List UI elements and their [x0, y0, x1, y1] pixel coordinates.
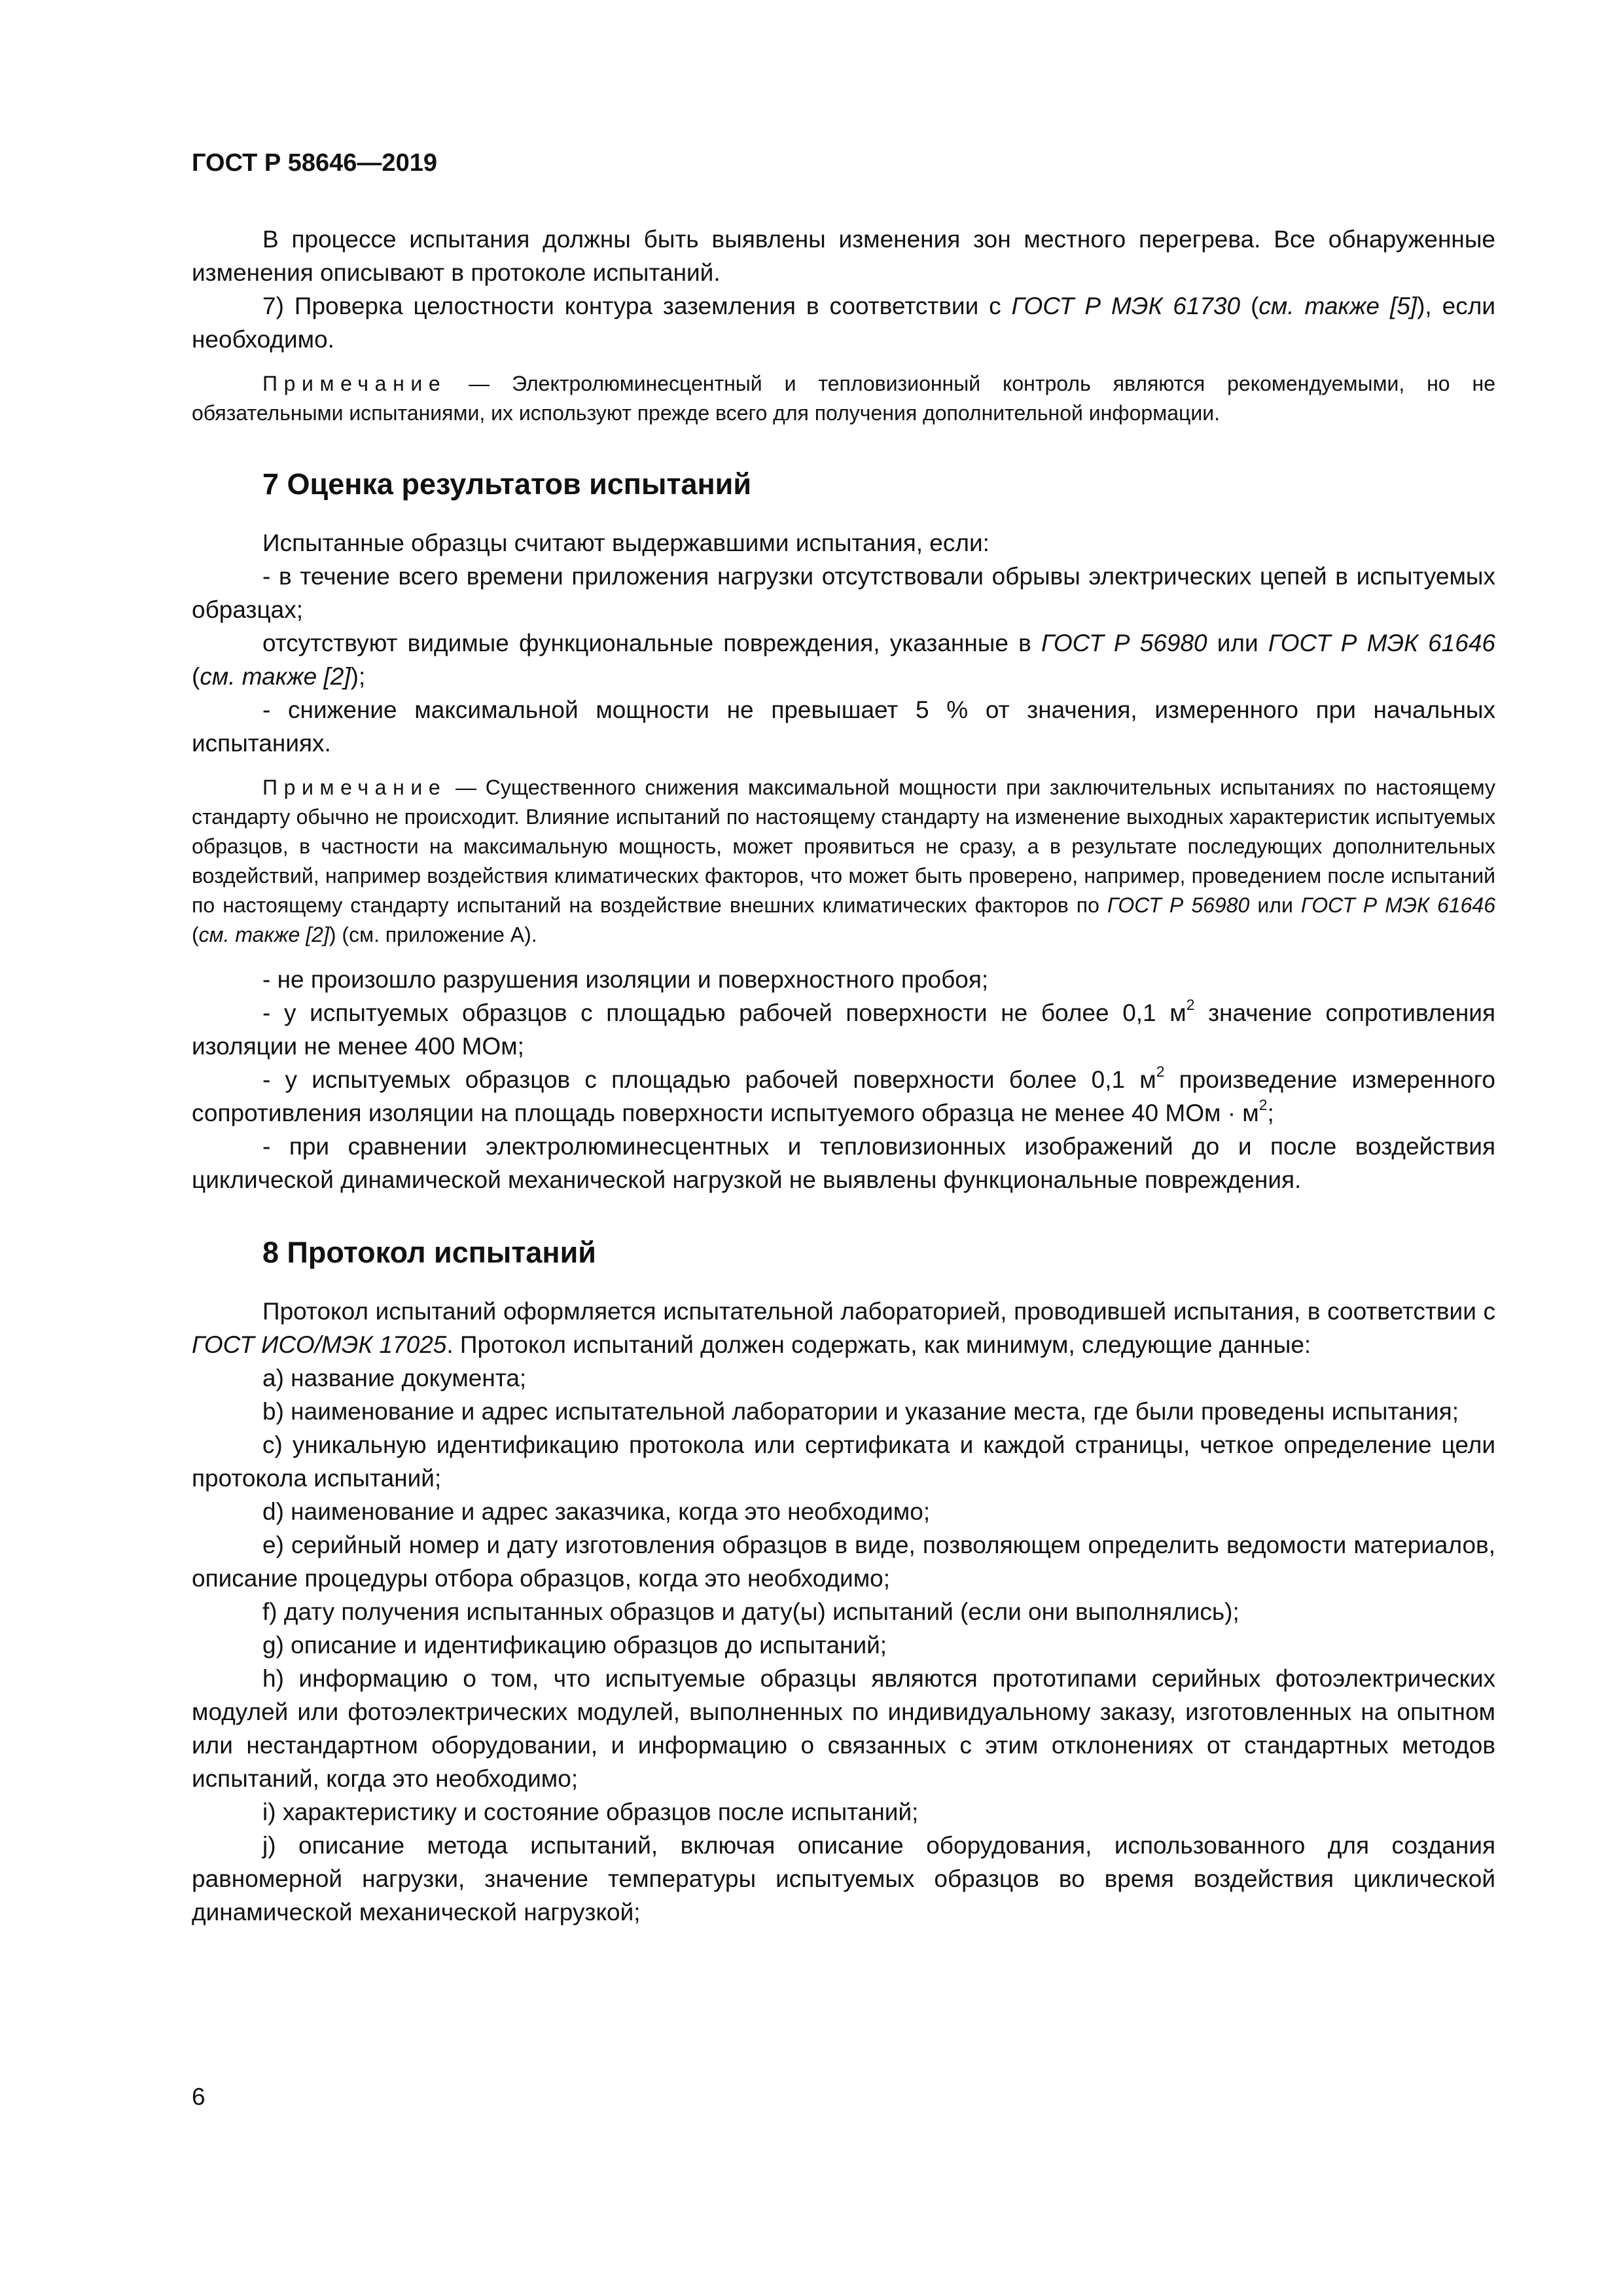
paragraph-report-intro: Протокол испытаний оформляется испытательной лабораторией, проводившей испытания, в соответствии с ГОСТ ИСО/МЭК 17025. Протокол испытаний должен содержать, как минимум, следующие данные: — [192, 1298, 1495, 1358]
page-content — [192, 223, 1495, 1929]
reference-gost-iso-iec-17025: ГОСТ ИСО/МЭК 17025 — [192, 1331, 447, 1358]
reference-see-also-2: см. также [2] — [198, 923, 329, 946]
list-item-e: e) серийный номер и дату изготовления образцов в виде, позволяющем определить ведомости материалов, описание процедуры отбора образцов, когда это необходимо; — [192, 1532, 1495, 1592]
note-label: Примечание — [262, 776, 447, 799]
list-item-c: c) уникальную идентификацию протокола или сертификата и каждой страницы, четкое определение цели протокола испытаний; — [192, 1431, 1495, 1492]
criterion-power-drop: - снижение максимальной мощности не превышает 5 % от значения, измеренного при начальных испытаниях. — [192, 696, 1495, 757]
reference-gost-iec-61646: ГОСТ Р МЭК 61646 — [1268, 630, 1495, 656]
list-item-a: a) название документа; — [262, 1365, 527, 1391]
reference-gost-iec-61646: ГОСТ Р МЭК 61646 — [1300, 893, 1496, 917]
criterion-no-insulation-failure: - не произошло разрушения изоляции и поверхностного пробоя; — [262, 966, 989, 993]
paragraph-criteria-intro: Испытанные образцы считают выдержавшими испытания, если: — [262, 529, 990, 556]
reference-gost-56980: ГОСТ Р 56980 — [1041, 630, 1207, 656]
criterion-insulation-small-area: - у испытуемых образцов с площадью рабочей поверхности не более 0,1 $м^2$ значение сопротивления изоляции не менее 400 МОм; — [192, 996, 1495, 1060]
criterion-no-visible-damage: отсутствуют видимые функциональные повреждения, указанные в ГОСТ Р 56980 или ГОСТ Р МЭК 61646 (см. также [2]); — [192, 630, 1495, 690]
page-number: 6 — [192, 2083, 205, 2110]
reference-see-also-5: см. также [5] — [1258, 293, 1418, 319]
list-item-f: f) дату получения испытанных образцов и дату(ы) испытаний (если они выполнялись); — [262, 1598, 1240, 1625]
note-inspection: Примечание — Электролюминесцентный и тепловизионный контроль являются рекомендуемыми, но не обязательными испытаниями, их используют прежде всего для получения дополнительной информации. — [192, 372, 1495, 425]
criterion-imaging-comparison: - при сравнении электролюминесцентных и тепловизионных изображений до и после воздействия циклической динамической механической нагрузкой не выявлены функциональные повреждения. — [192, 1133, 1495, 1193]
note-label: Примечание — [262, 372, 447, 395]
list-item-g: g) описание и идентификацию образцов до испытаний; — [262, 1632, 887, 1659]
section-8-title: 8 Протокол испытаний — [262, 1236, 596, 1269]
criterion-no-circuit-breaks: - в течение всего времени приложения нагрузки отсутствовали обрывы электрических цепей в испытуемых образцах; — [192, 563, 1495, 623]
section-7-title: 7 Оценка результатов испытаний — [262, 467, 751, 501]
reference-see-also-2: см. также [2] — [200, 663, 351, 690]
document-code-header: ГОСТ Р 58646—2019 — [192, 149, 437, 177]
reference-gost-iec-61730: ГОСТ Р МЭК 61730 — [1011, 293, 1241, 319]
reference-gost-56980: ГОСТ Р 56980 — [1107, 893, 1250, 917]
list-item-j: j) описание метода испытаний, включая описание оборудования, использованного для создания равномерной нагрузки, значение температуры испытуемых образцов во время воздействия циклической динамической механической нагрузкой; — [192, 1832, 1495, 1926]
paragraph-grounding-check: 7) Проверка целостности контура заземления в соответствии с ГОСТ Р МЭК 61730 (см. также [5]), если необходимо. — [192, 293, 1495, 353]
list-item-i: i) характеристику и состояние образцов после испытаний; — [262, 1799, 919, 1825]
list-item-h: h) информацию о том, что испытуемые образцы являются прототипами серийных фотоэлектрических модулей или фотоэлектрических модулей, выполненных по индивидуальному заказу, изготовленных на опытном или нестандартном оборудовании, и информацию о связанных с этим отклонениях от стандартных методов испытаний, когда это необходимо; — [192, 1665, 1495, 1792]
list-item-b: b) наименование и адрес испытательной лаборатории и указание места, где были проведены испытания; — [262, 1398, 1459, 1425]
paragraph-overheating: В процессе испытания должны быть выявлены изменения зон местного перегрева. Все обнаруженные изменения описывают в протоколе испытаний. — [192, 226, 1495, 286]
list-item-d: d) наименование и адрес заказчика, когда это необходимо; — [262, 1498, 931, 1525]
note-power-reduction: Примечание — Существенного снижения максимальной мощности при заключительных испытаниях по настоящему стандарту обычно не происходит. Влияние испытаний по настоящему стандарту на изменение выходных характеристик испытуемых образцов, в частности на максимальную мощность, может проявиться не сразу, а в результате последующих дополнительных воздействий, например воздействия климатических факторов, что может быть проверено, например, проведением после испытаний по настоящему стандарту испытаний на воздействие внешних климатических факторов по ГОСТ Р 56980 или ГОСТ Р МЭК 61646 (см. также [2]) (см. приложение А). — [192, 776, 1496, 946]
criterion-insulation-large-area: - у испытуемых образцов с площадью рабочей поверхности более 0,1 $м^2$ произведение измеренного сопротивления изоляции на площадь поверхности испытуемого образца не менее 40 МОм · $м^2$; — [192, 1062, 1496, 1126]
